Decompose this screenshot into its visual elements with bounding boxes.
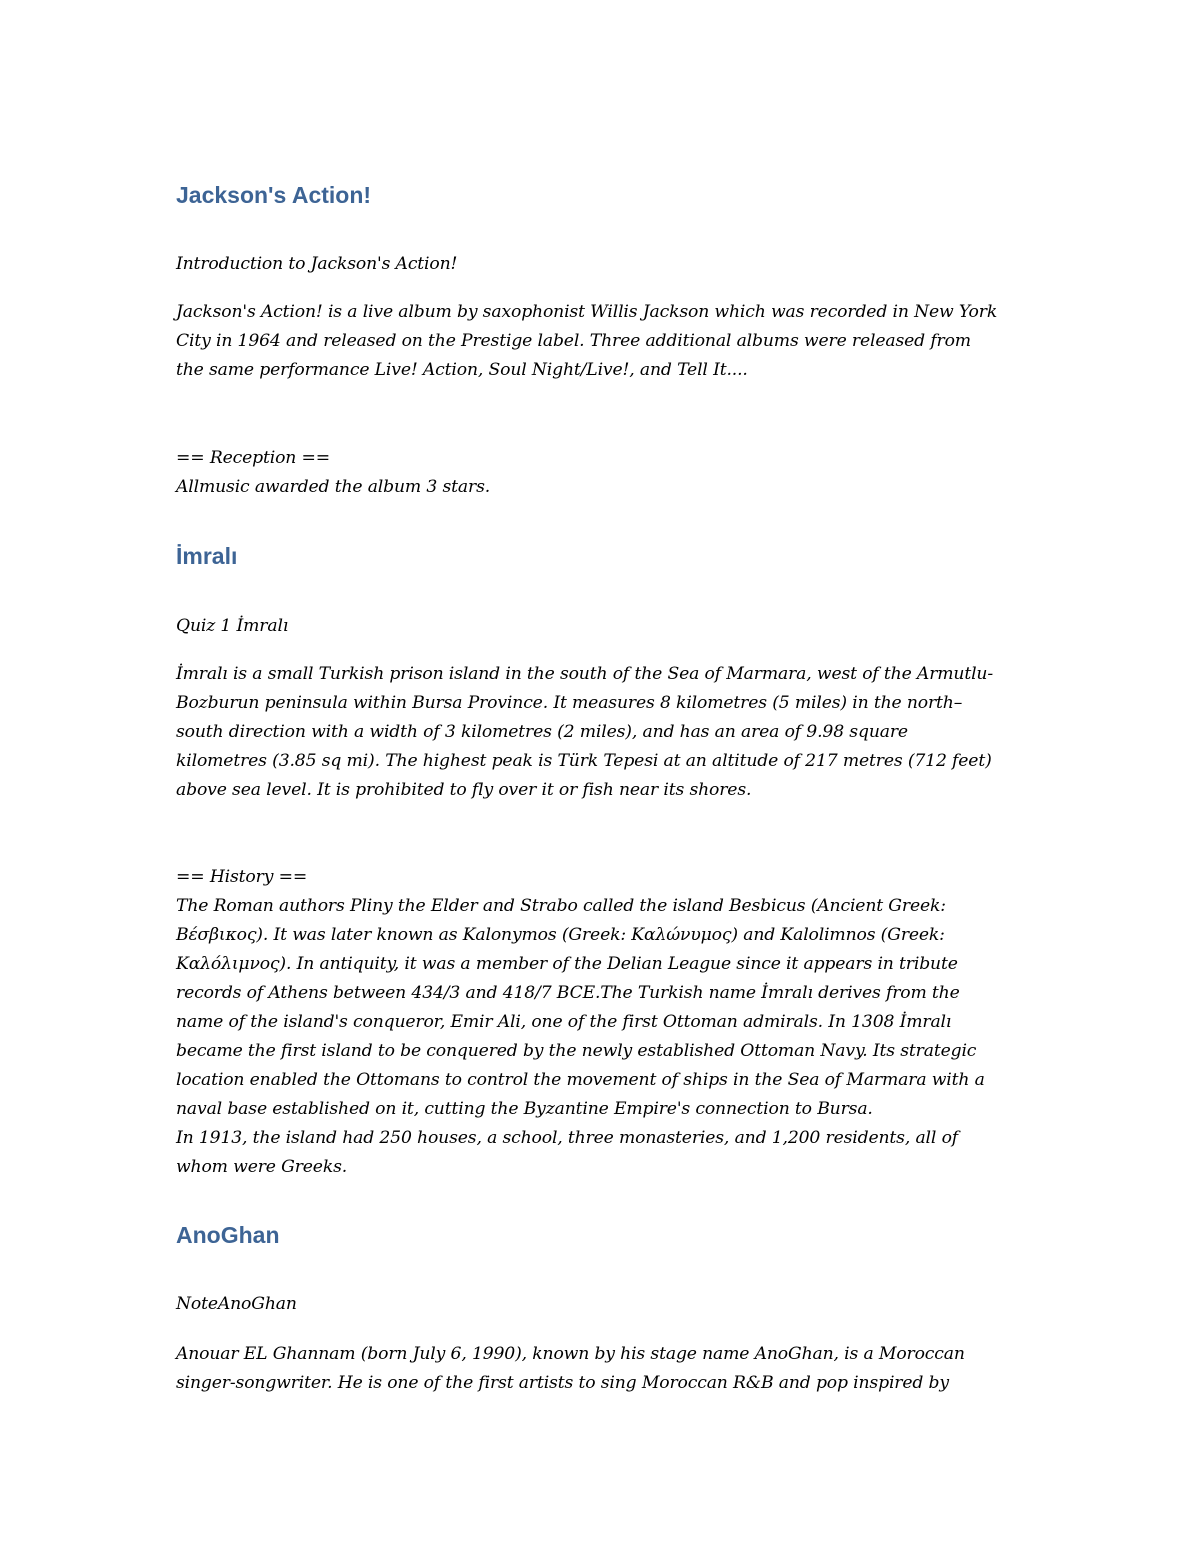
section-heading-anoghan: AnoGhan bbox=[176, 1222, 280, 1248]
body-line: Anouar EL Ghannam (born July 6, 1990), known by his stage name AnoGhan, is a Moroccan bbox=[176, 1344, 965, 1364]
section-heading-jacksons-action: Jackson's Action! bbox=[176, 182, 372, 208]
history-line: naval base established on it, cutting the Byzantine Empire's connection to Bursa. bbox=[176, 1099, 873, 1119]
section-heading-imrali: İmralı bbox=[176, 543, 238, 569]
subtitle-line: NoteAnoGhan bbox=[176, 1294, 297, 1314]
section-body bbox=[176, 298, 1036, 385]
section-subtitle bbox=[176, 1290, 1036, 1319]
subtitle-line: Introduction to Jackson's Action! bbox=[176, 254, 458, 274]
section-subtitle bbox=[176, 612, 1036, 641]
history-line: location enabled the Ottomans to control the movement of ships in the Sea of Marmara with a bbox=[176, 1070, 985, 1090]
body-line: above sea level. It is prohibited to fly over it or fish near its shores. bbox=[176, 780, 752, 800]
history-line: whom were Greeks. bbox=[176, 1157, 348, 1177]
body-line: Bozburun peninsula within Bursa Province. It measures 8 kilometres (5 miles) in the north– bbox=[176, 693, 963, 713]
history-line: name of the island's conqueror, Emir Ali, one of the first Ottoman admirals. In 1308 İmralı bbox=[176, 1012, 952, 1032]
section-body bbox=[176, 660, 1036, 805]
body-line: City in 1964 and released on the Prestige label. Three additional albums were released from bbox=[176, 331, 971, 351]
body-line: Jackson's Action! is a live album by saxophonist Willis Jackson which was recorded in New York bbox=[176, 302, 998, 322]
history-line: became the first island to be conquered by the newly established Ottoman Navy. Its strategic bbox=[176, 1041, 977, 1061]
reception-heading: == Reception == bbox=[176, 448, 331, 468]
history-line: Καλόλιμνος). In antiquity, it was a member of the Delian League since it appears in tribute bbox=[176, 954, 958, 974]
section-subtitle bbox=[176, 250, 1036, 279]
body-line: south direction with a width of 3 kilometres (2 miles), and has an area of 9.98 square bbox=[176, 722, 908, 742]
history-line: The Roman authors Pliny the Elder and Strabo called the island Besbicus (Ancient Greek: bbox=[176, 896, 946, 916]
body-line: singer-songwriter. He is one of the first artists to sing Moroccan R&B and pop inspired by bbox=[176, 1373, 949, 1393]
history-line: Βέσβικος). It was later known as Kalonymos (Greek: Καλώνυμος) and Kalolimnos (Greek: bbox=[176, 925, 945, 945]
reception-block bbox=[176, 444, 1036, 502]
history-line: In 1913, the island had 250 houses, a school, three monasteries, and 1,200 residents, all of bbox=[176, 1128, 958, 1148]
body-line: kilometres (3.85 sq mi). The highest peak is Türk Tepesi at an altitude of 217 metres (712 feet) bbox=[176, 751, 992, 771]
history-line: records of Athens between 434/3 and 418/7 BCE.The Turkish name İmralı derives from the bbox=[176, 983, 960, 1003]
body-line: the same performance Live! Action, Soul Night/Live!, and Tell It.... bbox=[176, 360, 748, 380]
section-body bbox=[176, 1340, 1036, 1398]
reception-text: Allmusic awarded the album 3 stars. bbox=[176, 477, 491, 497]
history-heading: == History == bbox=[176, 867, 308, 887]
history-block bbox=[176, 863, 1036, 1182]
subtitle-line: Quiz 1 İmralı bbox=[176, 616, 289, 636]
body-line: İmralı is a small Turkish prison island in the south of the Sea of Marmara, west of the Armutlu- bbox=[176, 664, 994, 684]
